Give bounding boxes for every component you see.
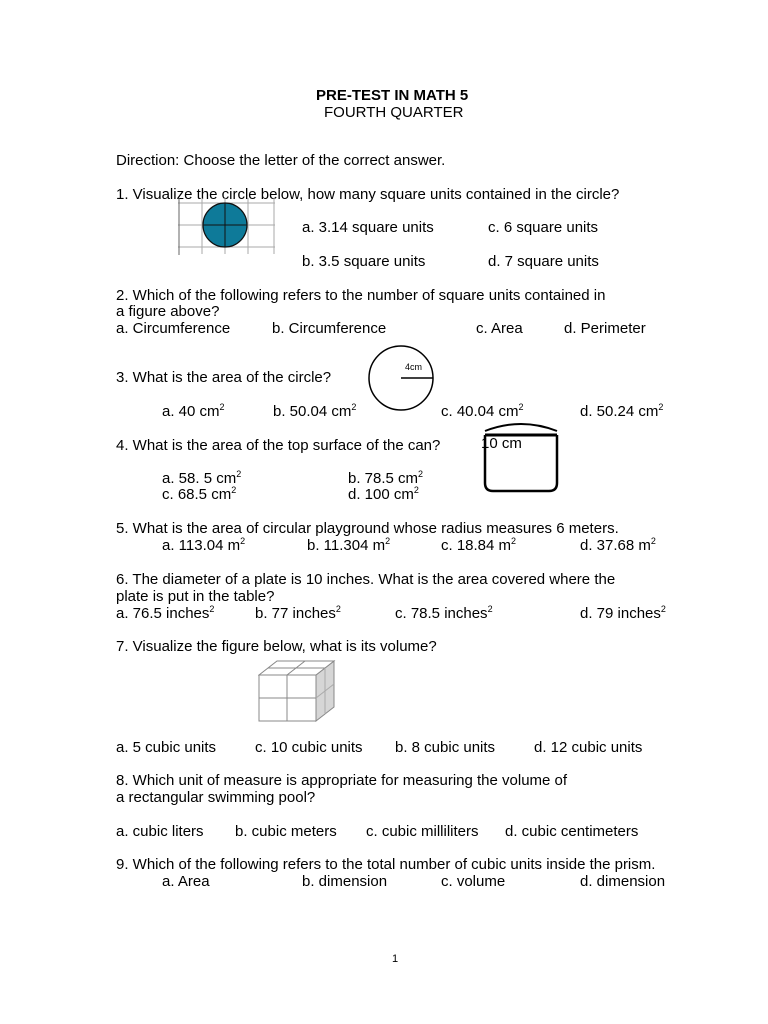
q9-option-a[interactable]: a. Area <box>162 873 210 890</box>
question-8-line-1: 8. Which unit of measure is appropriate for measuring the volume of <box>116 772 568 789</box>
question-7: 7. Visualize the figure below, what is its volume? <box>116 638 437 655</box>
q2-option-c[interactable]: c. Area <box>476 320 523 337</box>
q4-can-label: 10 cm <box>481 435 522 452</box>
exponent: 2 <box>660 604 666 614</box>
q6-option-d[interactable] <box>580 605 666 622</box>
q4-option-c[interactable] <box>162 486 236 503</box>
q5-option-c-text: c. 18.84 m <box>441 537 512 554</box>
cube-figure <box>258 659 338 725</box>
q3-option-a-text: a. 40 cm <box>162 403 220 420</box>
q1-option-a[interactable]: a. 3.14 square units <box>302 219 434 236</box>
q8-option-b[interactable]: b. cubic meters <box>235 823 337 840</box>
grid-circle-figure <box>178 198 278 256</box>
question-6-line-1: 6. The diameter of a plate is 10 inches. What is the area covered where the <box>116 571 616 588</box>
q9-option-d[interactable]: d. dimension <box>580 873 666 890</box>
q5-option-d-text: d. 37.68 m <box>580 537 651 554</box>
exponent: 2 <box>385 536 391 546</box>
exponent: 2 <box>418 469 424 479</box>
exponent: 2 <box>236 469 242 479</box>
radius-circle-figure <box>367 344 437 414</box>
q6-option-d-text: d. 79 inches <box>580 605 661 622</box>
q6-option-a[interactable] <box>116 605 214 622</box>
exponent: 2 <box>413 485 419 495</box>
exponent: 2 <box>518 402 524 412</box>
question-5: 5. What is the area of circular playground whose radius measures 6 meters. <box>116 520 619 537</box>
exponent: 2 <box>209 604 215 614</box>
q9-option-b[interactable]: b. dimension <box>302 873 388 890</box>
q3-option-b-text: b. 50.04 cm <box>273 403 352 420</box>
q1-option-d[interactable]: d. 7 square units <box>488 253 599 270</box>
exponent: 2 <box>231 485 237 495</box>
exponent: 2 <box>240 536 246 546</box>
q5-option-a[interactable] <box>162 537 245 554</box>
q4-option-a-text: a. 58. 5 cm <box>162 470 237 487</box>
q3-option-a[interactable] <box>162 403 225 420</box>
exponent: 2 <box>511 536 517 546</box>
q4-option-b-text: b. 78.5 cm <box>348 470 419 487</box>
exponent: 2 <box>658 402 664 412</box>
exponent: 2 <box>650 536 656 546</box>
q3-option-c[interactable] <box>441 403 524 420</box>
question-2-line-2: a figure above? <box>116 303 220 320</box>
q3-radius-label: 4cm <box>405 362 423 372</box>
q9-option-c[interactable]: c. volume <box>441 873 506 890</box>
page-title: PRE-TEST IN MATH 5 <box>316 87 469 104</box>
q6-option-c[interactable] <box>395 605 493 622</box>
q5-option-c[interactable] <box>441 537 516 554</box>
question-6-line-2: plate is put in the table? <box>116 588 275 605</box>
q3-option-b[interactable] <box>273 403 356 420</box>
q2-option-d[interactable]: d. Perimeter <box>564 320 646 337</box>
page-number: 1 <box>392 953 399 965</box>
q6-option-b[interactable] <box>255 605 341 622</box>
exponent: 2 <box>351 402 357 412</box>
q5-option-b-text: b. 11.304 m <box>307 537 386 554</box>
q7-option-d[interactable]: d. 12 cubic units <box>534 739 643 756</box>
q5-option-a-text: a. 113.04 m <box>162 537 241 554</box>
q1-option-b[interactable]: b. 3.5 square units <box>302 253 426 270</box>
q8-option-d[interactable]: d. cubic centimeters <box>505 823 639 840</box>
q3-option-d[interactable] <box>580 403 663 420</box>
q8-option-c[interactable]: c. cubic milliliters <box>366 823 479 840</box>
question-2-line-1: 2. Which of the following refers to the number of square units contained in <box>116 287 606 304</box>
q4-option-d[interactable] <box>348 486 419 503</box>
q8-option-a[interactable]: a. cubic liters <box>116 823 204 840</box>
can-figure <box>481 419 561 495</box>
q4-option-c-text: c. 68.5 cm <box>162 486 232 503</box>
q5-option-b[interactable] <box>307 537 390 554</box>
q1-option-c[interactable]: c. 6 square units <box>488 219 599 236</box>
q6-option-c-text: c. 78.5 inches <box>395 605 488 622</box>
exponent: 2 <box>219 402 225 412</box>
q5-option-d[interactable] <box>580 537 656 554</box>
q4-option-a[interactable] <box>162 470 241 487</box>
q2-option-b[interactable]: b. Circumference <box>272 320 387 337</box>
question-8-line-2: a rectangular swimming pool? <box>116 789 316 806</box>
q3-option-c-text: c. 40.04 cm <box>441 403 519 420</box>
direction-text: Direction: Choose the letter of the correct answer. <box>116 152 446 169</box>
exponent: 2 <box>487 604 493 614</box>
page-subtitle: FOURTH QUARTER <box>324 104 464 121</box>
q6-option-b-text: b. 77 inches <box>255 605 336 622</box>
question-4: 4. What is the area of the top surface of the can? <box>116 437 441 454</box>
q6-option-a-text: a. 76.5 inches <box>116 605 210 622</box>
question-3: 3. What is the area of the circle? <box>116 369 332 386</box>
q7-option-b[interactable]: b. 8 cubic units <box>395 739 496 756</box>
question-1: 1. Visualize the circle below, how many square units contained in the circle? <box>116 186 620 203</box>
q4-option-b[interactable] <box>348 470 423 487</box>
q7-option-c[interactable]: c. 10 cubic units <box>255 739 363 756</box>
exponent: 2 <box>335 604 341 614</box>
q4-option-d-text: d. 100 cm <box>348 486 414 503</box>
q7-option-a[interactable]: a. 5 cubic units <box>116 739 217 756</box>
q3-option-d-text: d. 50.24 cm <box>580 403 659 420</box>
q2-option-a[interactable]: a. Circumference <box>116 320 231 337</box>
question-9: 9. Which of the following refers to the total number of cubic units inside the prism. <box>116 856 656 873</box>
